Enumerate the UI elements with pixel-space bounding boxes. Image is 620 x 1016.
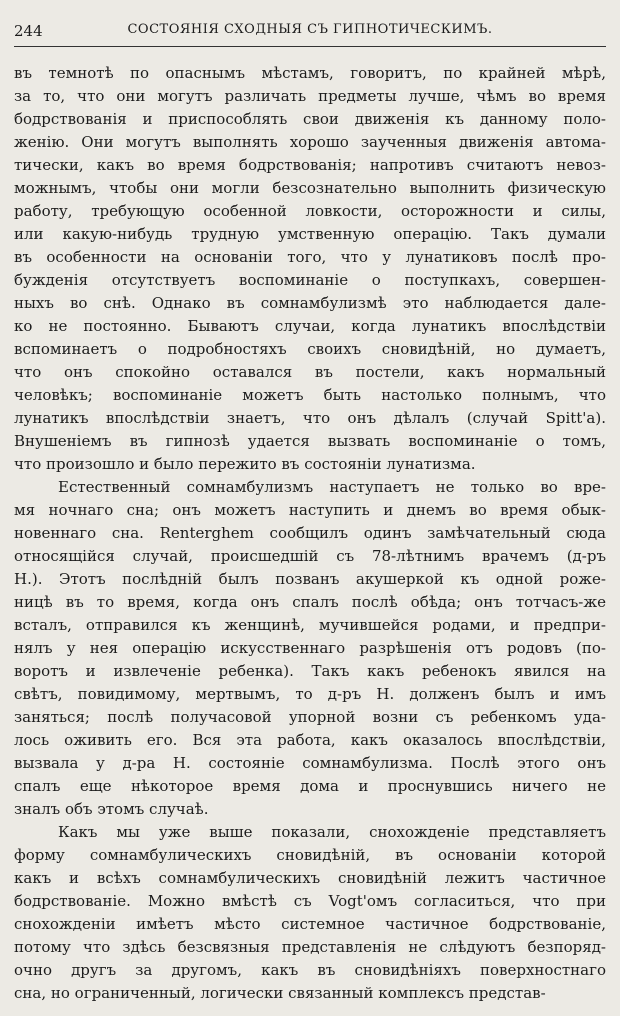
paragraph xyxy=(14,476,606,821)
text-line: въ особенности на основаніи того, что у лунатиковъ послѣ про- xyxy=(14,248,606,266)
text-line: очно другъ за другомъ, какъ въ сновидѣніяхъ поверхностнаго xyxy=(14,961,606,979)
text-line: Внушеніемъ въ гипнозѣ удается вызвать воспоминаніе о томъ, xyxy=(14,432,606,450)
text-line: нялъ у нея операцію искусственнаго разрѣшенія отъ родовъ (по- xyxy=(14,639,606,657)
text-line: ко не постоянно. Бываютъ случаи, когда лунатикъ впослѣдствіи xyxy=(14,317,606,335)
running-title: СОСТОЯНІЯ СХОДНЫЯ СЪ ГИПНОТИЧЕСКИМЪ. xyxy=(127,22,493,37)
text-line: Н.). Этотъ послѣдній былъ позванъ акушеркой къ одной роже- xyxy=(14,570,606,588)
text-line: зналъ объ этомъ случаѣ. xyxy=(14,800,209,818)
text-line: всталъ, отправился къ женщинѣ, мучившейся родами, и предпри- xyxy=(14,616,606,634)
text-line: лунатикъ впослѣдствіи знаетъ, что онъ дѣлалъ (случай Spitt'а). xyxy=(14,409,606,427)
text-line: мя ночнаго сна; онъ можетъ наступить и днемъ во время обык- xyxy=(14,501,606,519)
text-line: ницѣ въ то время, когда онъ спалъ послѣ обѣда; онъ тотчасъ-же xyxy=(14,593,606,611)
text-line: женію. Они могутъ выполнять хорошо заученныя движенія автома- xyxy=(14,133,606,151)
text-line: относящійся случай, происшедшій съ 78-лѣтнимъ врачемъ (д-ръ xyxy=(14,547,606,565)
text-line: въ темнотѣ по опаснымъ мѣстамъ, говоритъ, по крайней мѣрѣ, xyxy=(14,64,606,82)
text-line: что онъ спокойно оставался въ постели, какъ нормальный xyxy=(14,363,606,381)
text-line: вызвала у д-ра Н. состояніе сомнамбулизма. Послѣ этого онъ xyxy=(14,754,606,772)
text-line: сна, но ограниченный, логически связанный комплексъ представ- xyxy=(14,984,546,1002)
text-line: Какъ мы уже выше показали, снохожденіе представляетъ xyxy=(58,823,606,841)
text-line: свѣтъ, повидимому, мертвымъ, то д-ръ Н. долженъ былъ и имъ xyxy=(14,685,606,703)
text-line: спалъ еще нѣкоторое время дома и проснувшись ничего не xyxy=(14,777,606,795)
text-line: работу, требующую особенной ловкости, осторожности и силы, xyxy=(14,202,606,220)
text-line: тически, какъ во время бодрствованія; напротивъ считаютъ невоз- xyxy=(14,156,606,174)
text-line: Естественный сомнамбулизмъ наступаетъ не только во вре- xyxy=(58,478,606,496)
page-number: 244 xyxy=(14,22,43,40)
text-line: потому что здѣсь безсвязныя представленія не слѣдуютъ безпоряд- xyxy=(14,938,606,956)
page-header xyxy=(14,22,606,46)
text-line: ныхъ во снѣ. Однако въ сомнамбулизмѣ это наблюдается дале- xyxy=(14,294,606,312)
text-line: что произошло и было пережито въ состояніи лунатизма. xyxy=(14,455,476,473)
text-line: или какую-нибудь трудную умственную операцію. Такъ думали xyxy=(14,225,606,243)
text-line: вспоминаетъ о подробностяхъ своихъ сновидѣній, но думаетъ, xyxy=(14,340,606,358)
text-line: человѣкъ; воспоминаніе можетъ быть настолько полнымъ, что xyxy=(14,386,606,404)
body-text xyxy=(14,62,606,1005)
text-line: можнымъ, чтобы они могли безсознательно выполнить физическую xyxy=(14,179,606,197)
text-line: форму сомнамбулическихъ сновидѣній, въ основаніи которой xyxy=(14,846,606,864)
paragraph xyxy=(14,62,606,476)
text-line: бужденія отсутствуетъ воспоминаніе о поступкахъ, совершен- xyxy=(14,271,606,289)
text-line: какъ и всѣхъ сомнамбулическихъ сновидѣній лежитъ частичное xyxy=(14,869,606,887)
text-line: бодрствованія и приспособлять свои движенія къ данному поло- xyxy=(14,110,606,128)
header-rule xyxy=(14,46,606,47)
text-line: воротъ и извлеченіе ребенка). Такъ какъ ребенокъ явился на xyxy=(14,662,606,680)
text-line: бодрствованіе. Можно вмѣстѣ съ Vogt'омъ согласиться, что при xyxy=(14,892,606,910)
text-line: заняться; послѣ получасовой упорной возни съ ребенкомъ уда- xyxy=(14,708,606,726)
text-line: за то, что они могутъ различать предметы лучше, чѣмъ во время xyxy=(14,87,606,105)
text-line: снохожденіи имѣетъ мѣсто системное частичное бодрствованіе, xyxy=(14,915,606,933)
text-line: лось оживить его. Вся эта работа, какъ оказалось впослѣдствіи, xyxy=(14,731,606,749)
text-line: новеннаго сна. Renterghem сообщилъ одинъ замѣчательный сюда xyxy=(14,524,606,542)
paragraph xyxy=(14,821,606,1005)
